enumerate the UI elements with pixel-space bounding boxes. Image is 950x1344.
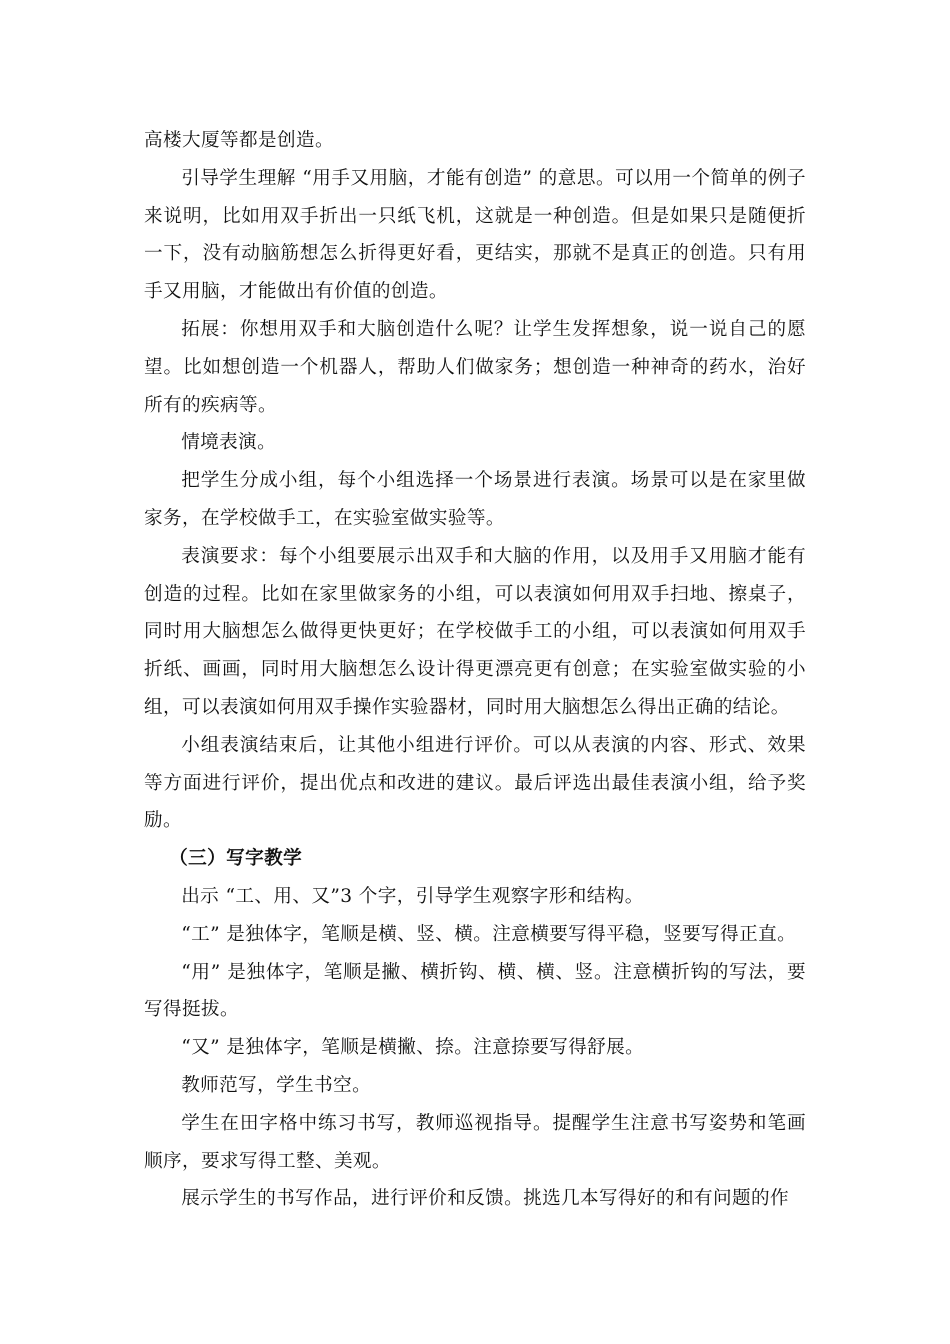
paragraph-grouping: 把学生分成小组，每个小组选择一个场景进行表演。场景可以是在家里做家务，在学校做手工，在实验室做实验等。 bbox=[144, 470, 806, 529]
paragraph-char-yong: “用” 是独体字，笔顺是撇、横折钩、横、横、竖。注意横折钩的写法，要写得挺拔。 bbox=[144, 961, 806, 1021]
paragraph-showcase: 展示学生的书写作品，进行评价和反馈。挑选几本写得好的和有问题的作 bbox=[181, 1188, 789, 1210]
paragraph-evaluation: 小组表演结束后，让其他小组进行评价。可以从表演的内容、形式、效果等方面进行评价，提出优点和改进的建议。最后评选出最佳表演小组，给予奖励。 bbox=[144, 734, 806, 832]
paragraph-roleplay-title: 情境表演。 bbox=[181, 432, 277, 454]
paragraph-char-gong: “工” 是独体字，笔顺是横、竖、横。注意横要写得平稳，竖要写得正直。 bbox=[181, 923, 797, 945]
paragraph-extension: 拓展：你想用双手和大脑创造什么呢？让学生发挥想象，说一说自己的愿望。比如想创造一个机器人，帮助人们做家务；想创造一种神奇的药水，治好所有的疾病等。 bbox=[144, 318, 806, 416]
paragraph-show-characters: 出示 “工、用、又”3 个字，引导学生观察字形和结构。 bbox=[181, 885, 644, 907]
paragraph-practice: 学生在田字格中练习书写，教师巡视指导。提醒学生注意书写姿势和笔画顺序，要求写得工整、美观。 bbox=[144, 1112, 806, 1172]
paragraph-understanding: 引导学生理解 “用手又用脑，才能有创造” 的意思。可以用一个简单的例子来说明，比如用双手折出一只纸飞机，这就是一种创造。但是如果只是随便折一下，没有动脑筋想怎么折得更好看，更结实，那就不是真正的创造。只有用手又用脑，才能做出有价值的创造。 bbox=[144, 167, 806, 303]
paragraph-requirements: 表演要求：每个小组要展示出双手和大脑的作用，以及用手又用脑才能有创造的过程。比如在家里做家务的小组，可以表演如何用双手扫地、擦桌子，同时用大脑想怎么做得更快更好；在学校做手工的小组，可以表演如何用双手折纸、画画，同时用大脑想怎么设计得更漂亮更有创意；在实验室做实验的小组，可以表演如何用双手操作实验器材，同时用大脑想怎么得出正确的结论。 bbox=[144, 545, 806, 718]
paragraph-char-you: “又” 是独体字，笔顺是横撇、捺。注意捺要写得舒展。 bbox=[181, 1037, 645, 1059]
paragraph-demo-writing: 教师范写，学生书空。 bbox=[181, 1074, 372, 1096]
paragraph-continuation: 高楼大厦等都是创造。 bbox=[144, 130, 334, 151]
document-page bbox=[144, 122, 806, 1218]
section-heading-writing: （三）写字教学 bbox=[169, 848, 303, 870]
